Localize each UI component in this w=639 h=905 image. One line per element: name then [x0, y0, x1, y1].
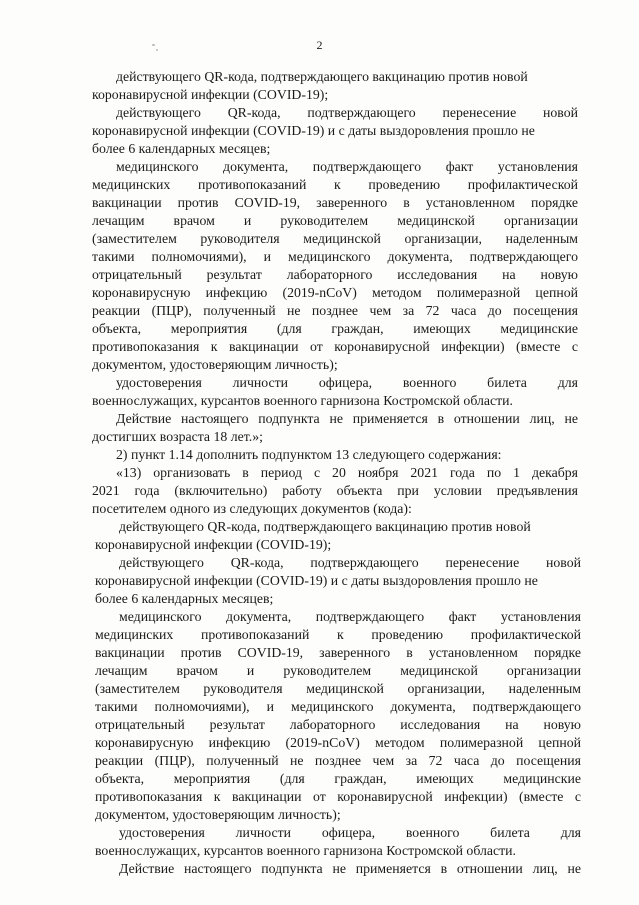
text-line: достигших возраста 18 лет.»; — [92, 429, 263, 444]
text-line: документом, удостоверяющим личность); — [92, 357, 338, 372]
text-line: объекта, мероприятия (для граждан, имеющих медицинские — [92, 321, 578, 336]
text-line: лечащим врачом и руководителем медицинской организации — [95, 663, 581, 678]
text-line: Действие настоящего подпункта не применяется в отношении лиц, не — [119, 861, 581, 876]
text-line: посетителем одного из следующих документов (кода): — [92, 501, 412, 516]
text-line: более 6 календарных месяцев; — [92, 141, 271, 156]
text-line: медицинских противопоказаний к проведению профилактической — [95, 627, 581, 642]
text-line: документом, удостоверяющим личность); — [95, 807, 341, 822]
text-line: медицинского документа, подтверждающего факт установления — [116, 159, 578, 174]
text-line: действующего QR-кода, подтверждающего перенесение новой — [119, 555, 581, 570]
text-line: (заместителем руководителя медицинской организации, наделенным — [92, 231, 578, 246]
text-line: 2021 года (включительно) работу объекта при условии предъявления — [92, 483, 578, 498]
page-number: 2 — [316, 38, 323, 52]
text-line: противопоказания к вакцинации от коронавирусной инфекции) (вместе с — [95, 789, 581, 804]
text-line: более 6 календарных месяцев; — [95, 591, 274, 606]
text-line: отрицательный результат лабораторного исследования на новую — [95, 717, 581, 732]
text-line: коронавирусной инфекции (COVID-19) и с даты выздоровления прошло не — [92, 123, 535, 138]
text-line: действующего QR-кода, подтверждающего перенесение новой — [116, 105, 578, 120]
text-line: удостоверения личности офицера, военного билета для — [116, 375, 578, 390]
text-line: Действие настоящего подпункта не применяется в отношении лиц, не — [116, 411, 578, 426]
text-line: действующего QR-кода, подтверждающего вакцинацию против новой — [116, 69, 528, 84]
text-line: вакцинации против COVID-19, заверенного в установленном порядке — [92, 195, 578, 210]
text-line: «13) организовать в период с 20 ноября 2021 года по 1 декабря — [116, 465, 578, 480]
text-line: коронавирусной инфекции (COVID-19) и с даты выздоровления прошло не — [95, 573, 538, 588]
text-line: отрицательный результат лабораторного исследования на новую — [92, 267, 578, 282]
text-line: медицинских противопоказаний к проведению профилактической — [92, 177, 578, 192]
text-line: военнослужащих, курсантов военного гарнизона Костромской области. — [92, 393, 513, 408]
text-line: коронавирусную инфекцию (2019-nCoV) методом полимеразной цепной — [95, 735, 581, 750]
text-line: удостоверения личности офицера, военного билета для — [119, 825, 581, 840]
text-line: такими полномочиями), и медицинского документа, подтверждающего — [92, 249, 578, 264]
text-line: 2) пункт 1.14 дополнить подпунктом 13 следующего содержания: — [116, 447, 502, 462]
text-line: лечащим врачом и руководителем медицинской организации — [92, 213, 578, 228]
text-line: коронавирусную инфекцию (2019-nCoV) методом полимеразной цепной — [92, 285, 578, 300]
text-line: военнослужащих, курсантов военного гарнизона Костромской области. — [95, 843, 516, 858]
text-line: коронавирусной инфекции (COVID-19); — [92, 87, 329, 102]
text-line: противопоказания к вакцинации от коронавирусной инфекции) (вместе с — [92, 339, 578, 354]
text-line: такими полномочиями), и медицинского документа, подтверждающего — [95, 699, 581, 714]
text-line: (заместителем руководителя медицинской организации, наделенным — [95, 681, 581, 696]
text-line: медицинского документа, подтверждающего факт установления — [119, 609, 581, 624]
text-line: действующего QR-кода, подтверждающего вакцинацию против новой — [119, 519, 531, 534]
text-line: объекта, мероприятия (для граждан, имеющих медицинские — [95, 771, 581, 786]
text-line: реакции (ПЦР), полученный не позднее чем за 72 часа до посещения — [95, 753, 581, 768]
text-line: вакцинации против COVID-19, заверенного в установленном порядке — [95, 645, 581, 660]
text-line: коронавирусной инфекции (COVID-19); — [95, 537, 332, 552]
text-line: реакции (ПЦР), полученный не позднее чем за 72 часа до посещения — [92, 303, 578, 318]
